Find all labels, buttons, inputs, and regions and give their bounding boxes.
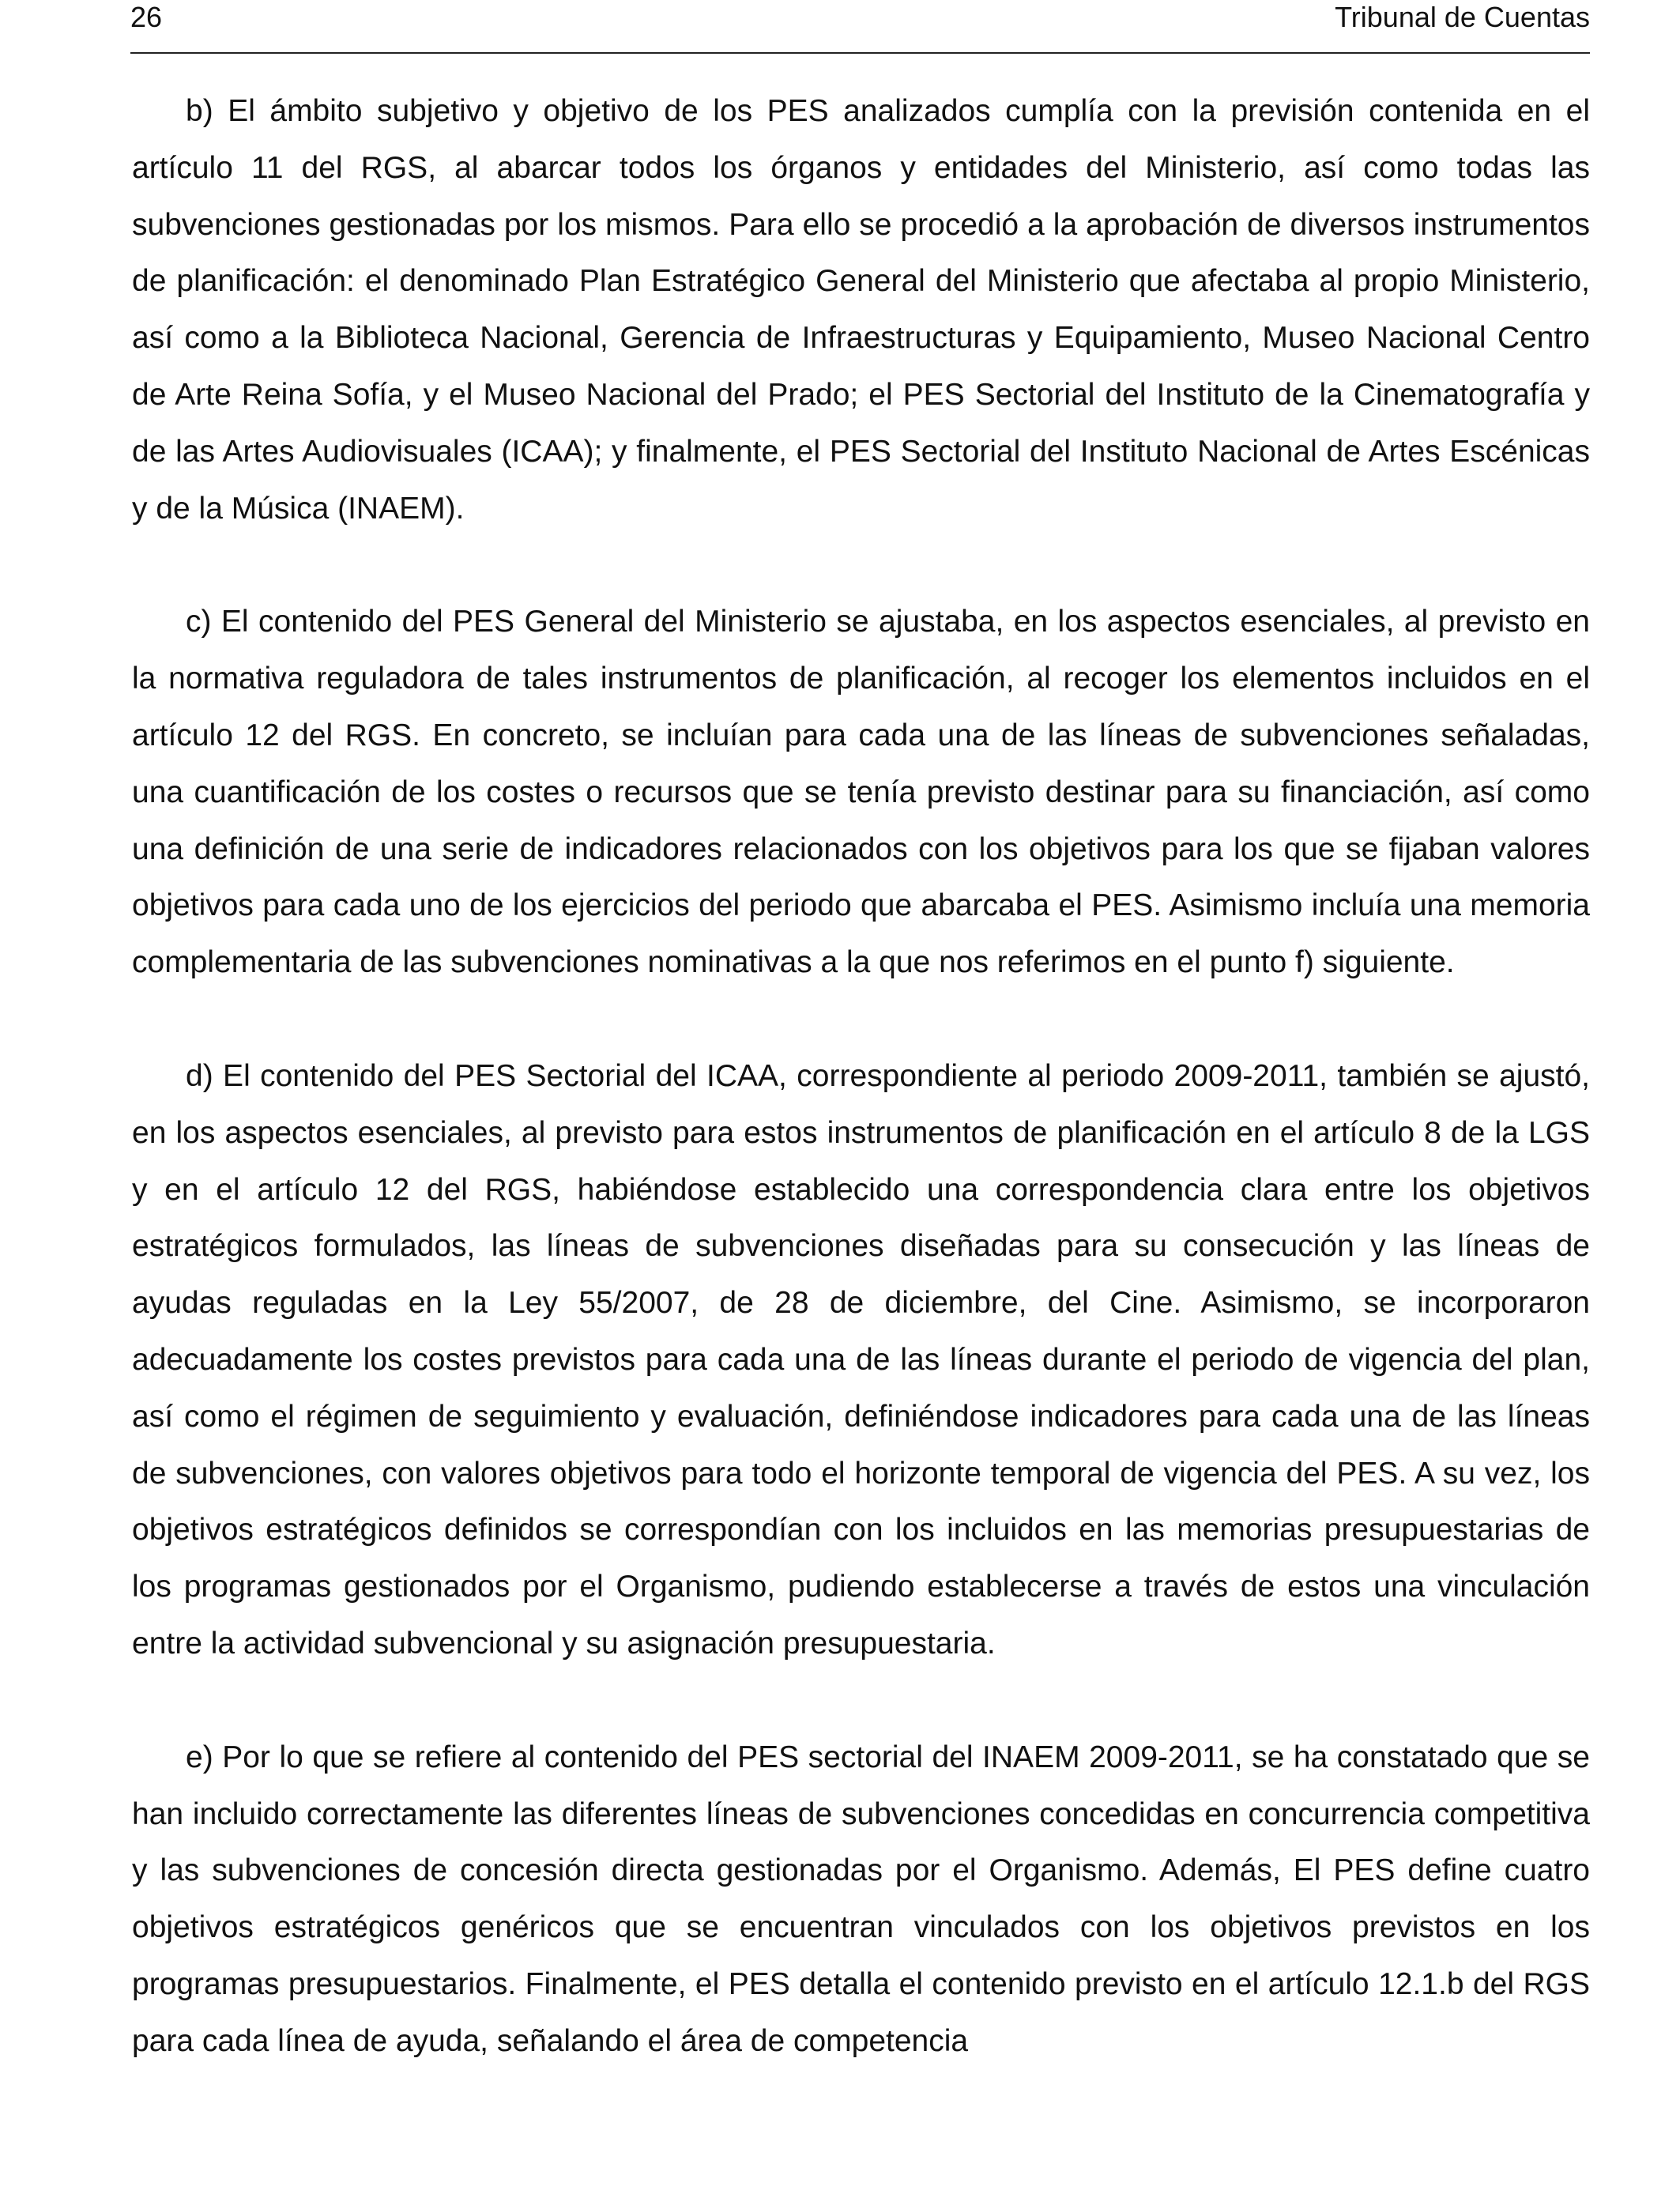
page-number: 26 bbox=[130, 1, 163, 33]
page-header bbox=[130, 0, 1590, 54]
paragraph-b: b) El ámbito subjetivo y objetivo de los PES analizados cumplía con la previsión contenida en el artículo 11 del RGS, al abarcar todos los órganos y entidades del Ministerio, así como todas las subvenciones gestionadas por los mismos. Para ello se procedió a la aprobación de diversos instrumentos de planificación: el denominado Plan Estratégico General del Ministerio que afectaba al propio Ministerio, así como a la Biblioteca Nacional, Gerencia de Infraestructuras y Equipamiento, Museo Nacional Centro de Arte Reina Sofía, y el Museo Nacional del Prado; el PES Sectorial del Instituto de la Cinematografía y de las Artes Audiovisuales (ICAA); y finalmente, el PES Sectorial del Instituto Nacional de Artes Escénicas y de la Música (INAEM). bbox=[132, 94, 1590, 526]
paragraph-c: c) El contenido del PES General del Ministerio se ajustaba, en los aspectos esenciales, al previsto en la normativa reguladora de tales instrumentos de planificación, al recoger los elementos incluidos en el artículo 12 del RGS. En concreto, se incluían para cada una de las líneas de subvenciones señaladas, una cuantificación de los costes o recursos que se tenía previsto destinar para su financiación, así como una definición de una serie de indicadores relacionados con los objetivos para los que se fijaban valores objetivos para cada uno de los ejercicios del periodo que abarcaba el PES. Asimismo incluía una memoria complementaria de las subvenciones nominativas a la que nos referimos en el punto f) siguiente. bbox=[132, 605, 1590, 980]
header-title: Tribunal de Cuentas bbox=[1335, 1, 1590, 33]
document-body bbox=[132, 83, 1590, 2127]
paragraph-d: d) El contenido del PES Sectorial del ICAA, correspondiente al periodo 2009-2011, también se ajustó, en los aspectos esenciales, al previsto para estos instrumentos de planificación en el artículo 8 de la LGS y en el artículo 12 del RGS, habiéndose establecido una correspondencia clara entre los objetivos estratégicos formulados, las líneas de subvenciones diseñadas para su consecución y las líneas de ayudas reguladas en la Ley 55/2007, de 28 de diciembre, del Cine. Asimismo, se incorporaron adecuadamente los costes previstos para cada una de las líneas durante el periodo de vigencia del plan, así como el régimen de seguimiento y evaluación, definiéndose indicadores para cada una de las líneas de subvenciones, con valores objetivos para todo el horizonte temporal de vigencia del PES. A su vez, los objetivos estratégicos definidos se correspondían con los incluidos en las memorias presupuestarias de los programas gestionados por el Organismo, pudiendo establecerse a través de estos una vinculación entre la actividad subvencional y su asignación presupuestaria. bbox=[132, 1058, 1590, 1661]
paragraph-e: e) Por lo que se refiere al contenido del PES sectorial del INAEM 2009-2011, se ha constatado que se han incluido correctamente las diferentes líneas de subvenciones concedidas en concurrencia competitiva y las subvenciones de concesión directa gestionadas por el Organismo. Además, El PES define cuatro objetivos estratégicos genéricos que se encuentran vinculados con los objetivos previstos en los programas presupuestarios. Finalmente, el PES detalla el contenido previsto en el artículo 12.1.b del RGS para cada línea de ayuda, señalando el área de competencia bbox=[132, 1740, 1590, 2058]
